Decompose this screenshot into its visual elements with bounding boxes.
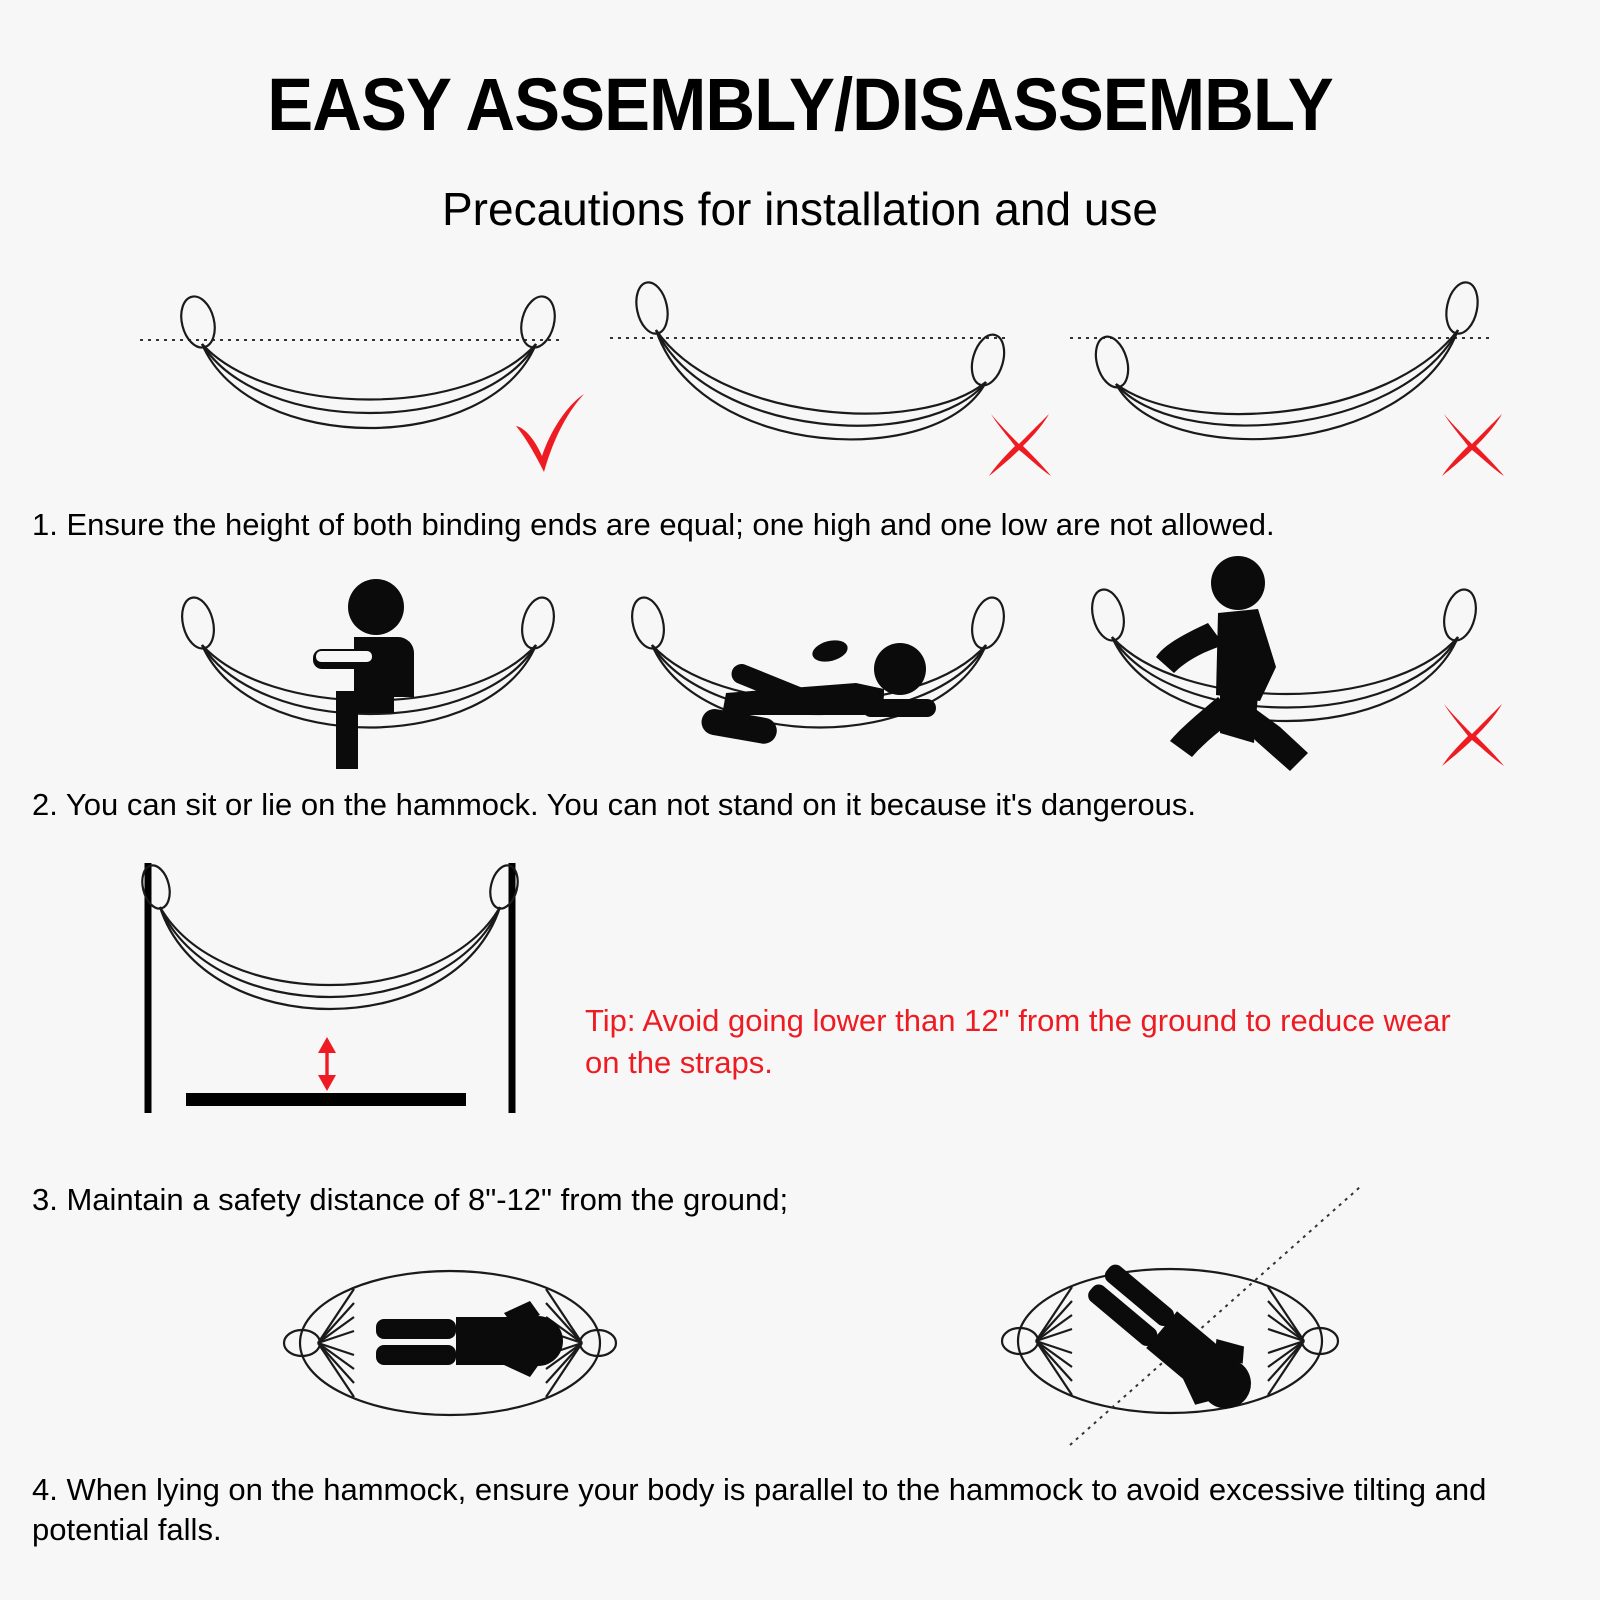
page-title: EASY ASSEMBLY/DISASSEMBLY	[267, 63, 1333, 146]
step-1-panel-2-mark	[985, 410, 1055, 480]
step-2-caption: 2. You can sit or lie on the hammock. You can not stand on it because it's dangerous.	[32, 787, 1197, 822]
page-subtitle: Precautions for installation and use	[442, 183, 1158, 235]
step-1-panels	[120, 280, 1520, 500]
person-sitting-hammock	[177, 579, 559, 769]
person-standing-hammock	[1087, 556, 1481, 771]
left-low-right-high-hammock	[1070, 279, 1490, 439]
step-2-panels	[120, 565, 1520, 785]
body-parallel-top-view	[284, 1271, 616, 1415]
body-diagonal-top-view	[1002, 1187, 1360, 1445]
level-hammock	[140, 293, 560, 428]
step-4-panels	[260, 1235, 1560, 1465]
person-lying-hammock	[627, 594, 1009, 746]
ground-clearance-diagram	[138, 863, 522, 1113]
step-1-panel-3-mark	[1438, 410, 1508, 480]
step-1-panel-1-mark	[510, 392, 590, 482]
left-high-right-low-hammock	[610, 279, 1010, 439]
step-2-panel-3-mark	[1438, 700, 1508, 770]
step-3-tip: Tip: Avoid going lower than 12" from the ground to reduce wear on the straps.	[585, 1003, 1451, 1080]
arrow-up-down-icon	[318, 1037, 336, 1091]
step-4-caption: 4. When lying on the hammock, ensure your body is parallel to the hammock to avoid excessive tilting and potential falls.	[32, 1472, 1487, 1547]
step-1-caption: 1. Ensure the height of both binding ends are equal; one high and one low are not allowed.	[32, 507, 1275, 542]
step-3-panels	[120, 855, 600, 1135]
step-3-caption: 3. Maintain a safety distance of 8"-12" from the ground;	[32, 1182, 789, 1217]
